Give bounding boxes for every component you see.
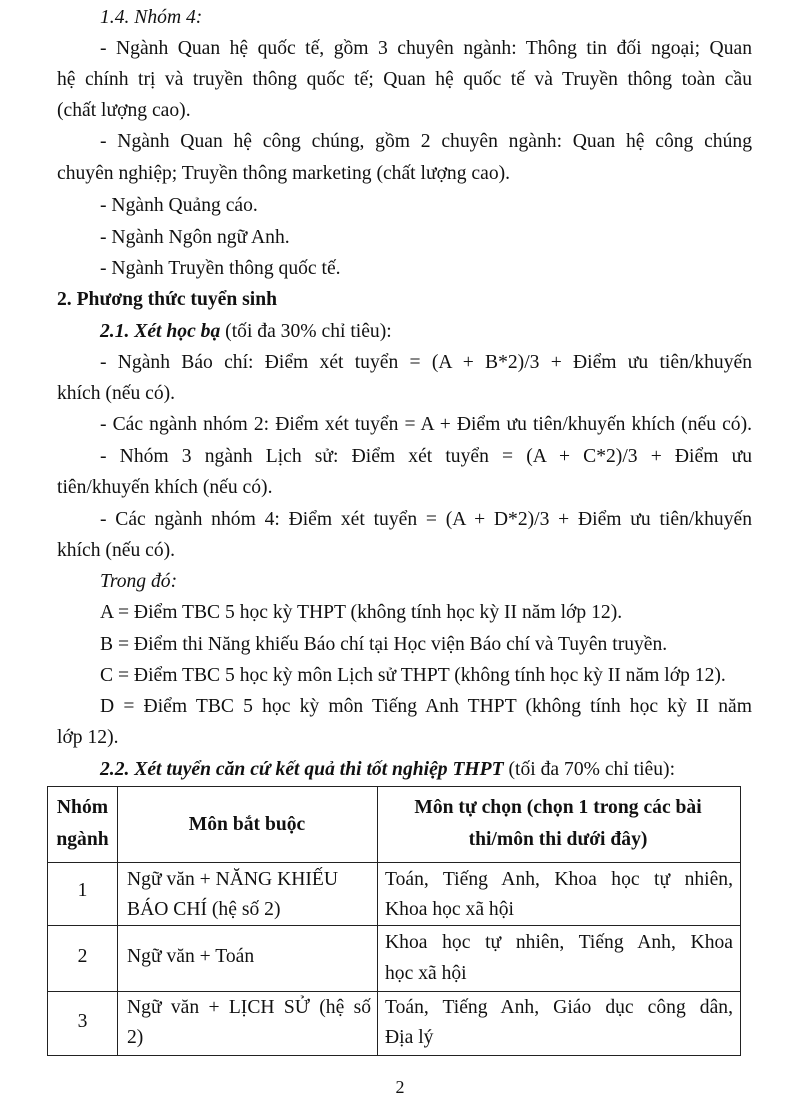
- table-cell-elective: Toán, Tiếng Anh, Khoa học tự nhiên,: [385, 869, 733, 890]
- table-cell-required: BÁO CHÍ (hệ số 2): [127, 899, 281, 920]
- table-cell-required: 2): [127, 1027, 144, 1048]
- table-row-divider: [48, 991, 740, 992]
- table-cell-elective: Khoa học tự nhiên, Tiếng Anh, Khoa: [385, 932, 733, 953]
- table-header-group: ngành: [56, 829, 109, 850]
- table-cell-required: Ngữ văn + Toán: [127, 946, 255, 967]
- table-cell-group: 2: [77, 946, 88, 967]
- paragraph-line: - Ngành Truyền thông quốc tế.: [100, 258, 341, 279]
- table-cell-elective: Toán, Tiếng Anh, Giáo dục công dân,: [385, 997, 733, 1018]
- definition-line: A = Điểm TBC 5 học kỳ THPT (không tính học kỳ II năm lớp 12).: [100, 602, 623, 623]
- paragraph-line: khích (nếu có).: [57, 383, 176, 404]
- table-row-divider: [48, 925, 740, 926]
- paragraph-line: (chất lượng cao).: [57, 100, 191, 121]
- table-cell-elective: Địa lý: [385, 1027, 434, 1048]
- section-2-2-heading: [100, 760, 675, 780]
- table-cell-group: 3: [77, 1011, 88, 1032]
- paragraph-line: hệ chính trị và truyền thông quốc tế; Quan hệ quốc tế và Truyền thông toàn cầu: [57, 69, 752, 90]
- paragraph-line: tiên/khuyến khích (nếu có).: [57, 477, 273, 498]
- paragraph-line: - Ngành Quan hệ công chúng, gồm 2 chuyên ngành: Quan hệ công chúng: [100, 131, 752, 152]
- section-2-1-title: 2.1. Xét học bạ: [100, 321, 221, 342]
- section-1-4-heading: 1.4. Nhóm 4:: [100, 7, 203, 28]
- trong-do-label: Trong đó:: [100, 571, 178, 592]
- table-header-elective: Môn tự chọn (chọn 1 trong các bài: [414, 797, 702, 818]
- table-header-group: Nhóm: [56, 797, 109, 818]
- paragraph-line: - Ngành Quan hệ quốc tế, gồm 3 chuyên ngành: Thông tin đối ngoại; Quan: [100, 38, 752, 59]
- paragraph-line: khích (nếu có).: [57, 540, 176, 561]
- section-2-2-suffix: (tối đa 70% chỉ tiêu):: [503, 759, 676, 780]
- section-2-2-title: 2.2. Xét tuyển căn cứ kết quả thi tốt nghiệp THPT: [100, 759, 504, 780]
- definition-line: D = Điểm TBC 5 học kỳ môn Tiếng Anh THPT (không tính học kỳ II năm: [100, 696, 752, 717]
- table-header-required: Môn bắt buộc: [188, 814, 306, 835]
- table-cell-elective: Khoa học xã hội: [385, 899, 514, 920]
- paragraph-line: - Các ngành nhóm 2: Điểm xét tuyển = A + Điểm ưu tiên/khuyến khích (nếu có).: [100, 414, 752, 435]
- page-number: 2: [395, 1077, 405, 1097]
- definition-line: B = Điểm thi Năng khiếu Báo chí tại Học viện Báo chí và Tuyên truyền.: [100, 634, 668, 655]
- paragraph-line: - Ngành Báo chí: Điểm xét tuyển = (A + B*2)/3 + Điểm ưu tiên/khuyến: [100, 352, 752, 373]
- table-cell-required: Ngữ văn + NĂNG KHIẾU: [127, 869, 339, 890]
- admission-subjects-table: [47, 786, 741, 1056]
- paragraph-line: - Các ngành nhóm 4: Điểm xét tuyển = (A + D*2)/3 + Điểm ưu tiên/khuyến: [100, 509, 752, 530]
- section-2-heading: 2. Phương thức tuyển sinh: [57, 289, 278, 310]
- section-2-1-heading: [100, 322, 392, 342]
- paragraph-line: - Nhóm 3 ngành Lịch sử: Điểm xét tuyển = (A + C*2)/3 + Điểm ưu: [100, 446, 752, 467]
- table-header-elective: thi/môn thi dưới đây): [468, 829, 648, 850]
- table-column-divider: [377, 787, 378, 1055]
- table-cell-required: Ngữ văn + LỊCH SỬ (hệ số: [127, 997, 371, 1018]
- section-2-1-suffix: (tối đa 30% chỉ tiêu):: [220, 321, 392, 342]
- definition-line: C = Điểm TBC 5 học kỳ môn Lịch sử THPT (không tính học kỳ II năm lớp 12).: [100, 665, 726, 686]
- paragraph-line: - Ngành Ngôn ngữ Anh.: [100, 227, 290, 248]
- table-row-divider: [48, 862, 740, 863]
- paragraph-line: - Ngành Quảng cáo.: [100, 195, 258, 216]
- paragraph-line: chuyên nghiệp; Truyền thông marketing (chất lượng cao).: [57, 163, 511, 184]
- table-cell-elective: học xã hội: [385, 963, 467, 984]
- definition-line: lớp 12).: [57, 727, 119, 748]
- table-cell-group: 1: [77, 880, 88, 901]
